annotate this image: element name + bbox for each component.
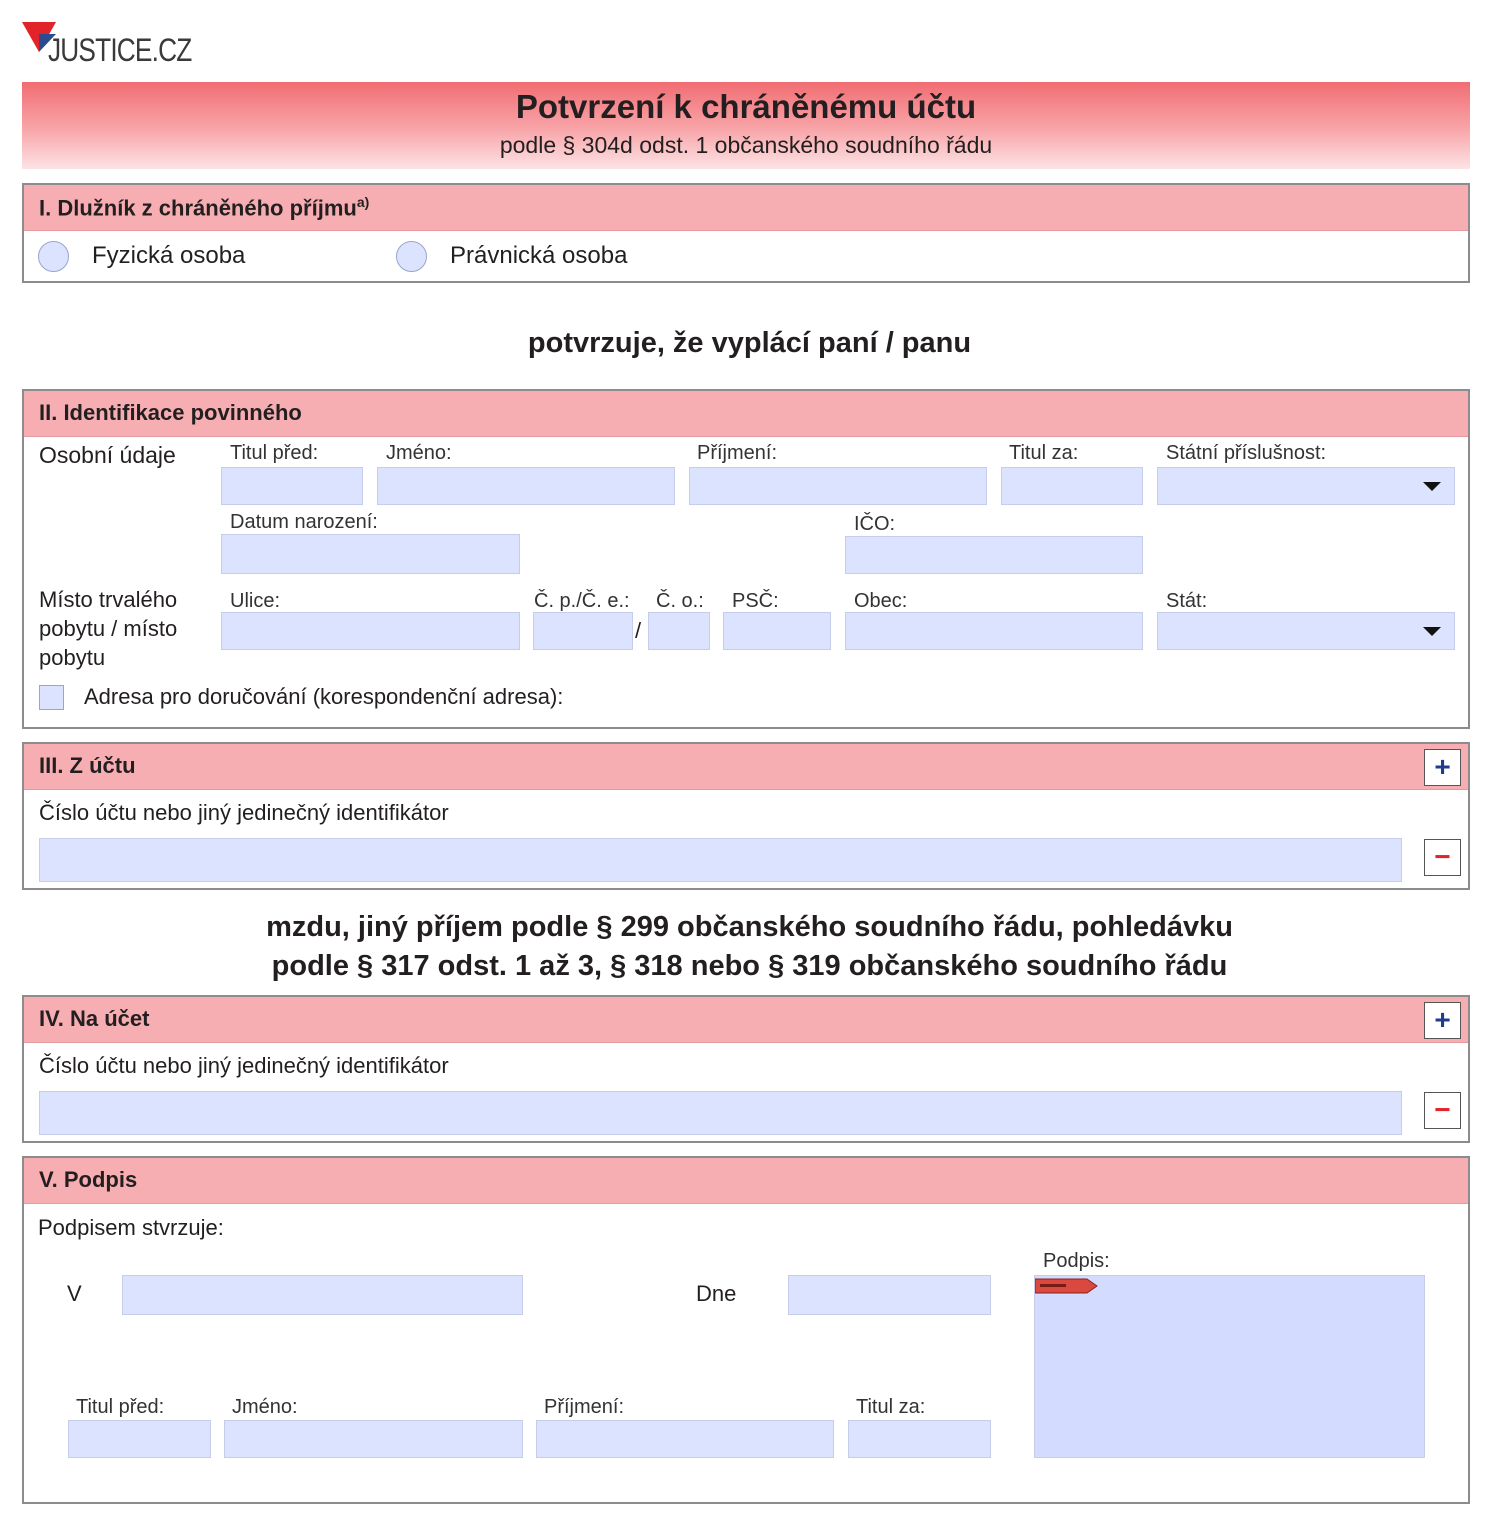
- radio-fyzicka-osoba[interactable]: [38, 241, 69, 272]
- cp-label: Č. p./Č. e.:: [534, 590, 630, 612]
- ulice-input[interactable]: [221, 612, 520, 650]
- page-title: Potvrzení k chráněnému účtu: [515, 88, 977, 125]
- psc-input[interactable]: [723, 612, 831, 650]
- sig-titul-pred-input[interactable]: [68, 1420, 211, 1458]
- delivery-address-label: Adresa pro doručování (korespondenční adresa):: [84, 684, 564, 709]
- radio-fyzicka-osoba-label: Fyzická osoba: [92, 242, 246, 269]
- section-debtor-header: [24, 185, 1468, 231]
- to-account-input[interactable]: [39, 1091, 1402, 1135]
- jmeno-input[interactable]: [377, 467, 675, 505]
- cp-input[interactable]: [533, 612, 633, 650]
- titul-pred-input[interactable]: [221, 467, 363, 505]
- signature-intro: Podpisem stvrzuje:: [38, 1215, 224, 1240]
- titul-za-input[interactable]: [1001, 467, 1143, 505]
- address-label-1: Místo trvalého: [39, 587, 178, 612]
- from-account-input[interactable]: [39, 838, 1402, 882]
- titul-pred-label: Titul před:: [230, 442, 319, 464]
- place-label: V: [67, 1281, 82, 1306]
- sig-titul-za-input[interactable]: [848, 1420, 991, 1458]
- signature-field[interactable]: [1034, 1275, 1425, 1458]
- prijmeni-label: Příjmení:: [697, 442, 778, 464]
- place-input[interactable]: [122, 1275, 523, 1315]
- section-from-account: [22, 742, 1470, 890]
- sig-titul-za-label: Titul za:: [856, 1396, 926, 1418]
- page-subtitle: podle § 304d odst. 1 občanského soudního řádu: [499, 132, 993, 158]
- obec-input[interactable]: [845, 612, 1143, 650]
- section-signature-title: V. Podpis: [39, 1167, 138, 1192]
- statni-prislusnost-label: Státní příslušnost:: [1166, 442, 1327, 464]
- remove-target-account-button[interactable]: −: [1424, 1092, 1461, 1129]
- delivery-address-checkbox[interactable]: [39, 685, 64, 710]
- stat-select[interactable]: [1157, 612, 1455, 650]
- ico-input[interactable]: [845, 536, 1143, 574]
- confirm-heading: potvrzuje, že vyplácí paní / panu: [527, 327, 972, 359]
- income-description-line1: mzdu, jiný příjem podle § 299 občanského soudního řádu, pohledávku: [266, 911, 1233, 943]
- section-identification-header: [24, 391, 1468, 437]
- to-account-label: Číslo účtu nebo jiný jedinečný identifikátor: [39, 1053, 449, 1078]
- section-debtor: [22, 183, 1470, 283]
- co-label: Č. o.:: [656, 590, 704, 612]
- psc-label: PSČ:: [732, 590, 779, 612]
- section-to-account: [22, 995, 1470, 1143]
- sig-prijmeni-label: Příjmení:: [544, 1396, 625, 1418]
- personal-data-label: Osobní údaje: [39, 442, 176, 468]
- datum-narozeni-input[interactable]: [221, 534, 520, 574]
- radio-pravnicka-osoba-label: Právnická osoba: [450, 242, 628, 269]
- radio-pravnicka-osoba[interactable]: [396, 241, 427, 272]
- logo-text: JUSTICE.CZ: [48, 32, 192, 68]
- add-account-button[interactable]: +: [1424, 749, 1461, 786]
- prijmeni-input[interactable]: [689, 467, 987, 505]
- section-from-account-title: III. Z účtu: [39, 753, 136, 778]
- address-label-2: pobytu / místo: [39, 616, 178, 641]
- title-banner: [22, 82, 1470, 169]
- from-account-label: Číslo účtu nebo jiný jedinečný identifikátor: [39, 800, 449, 825]
- section-signature: [22, 1156, 1470, 1504]
- sig-jmeno-input[interactable]: [224, 1420, 523, 1458]
- sig-titul-pred-label: Titul před:: [76, 1396, 165, 1418]
- remove-account-button[interactable]: −: [1424, 839, 1461, 876]
- date-label: Dne: [696, 1281, 737, 1306]
- income-description-line2: podle § 317 odst. 1 až 3, § 318 nebo § 319 občanského soudního řádu: [271, 950, 1228, 982]
- jmeno-label: Jméno:: [386, 442, 452, 464]
- section-to-account-title: IV. Na účet: [39, 1006, 150, 1031]
- statni-prislusnost-select[interactable]: [1157, 467, 1455, 505]
- ico-label: IČO:: [854, 513, 896, 535]
- sign-here-tag-icon: [1035, 1277, 1099, 1295]
- section-debtor-title: I. Dlužník z chráněného příjmu$^{a)}$: [39, 194, 370, 221]
- chevron-down-icon: [1423, 627, 1441, 636]
- justice-logo: [22, 22, 192, 72]
- ulice-label: Ulice:: [230, 590, 281, 612]
- section-signature-header: [24, 1158, 1468, 1204]
- section-identification-title: II. Identifikace povinného: [39, 400, 302, 425]
- datum-narozeni-label: Datum narození:: [230, 511, 378, 533]
- sig-jmeno-label: Jméno:: [232, 1396, 298, 1418]
- add-target-account-button[interactable]: +: [1424, 1002, 1461, 1039]
- section-identification: [22, 389, 1470, 729]
- section-to-account-header: [24, 997, 1468, 1043]
- titul-za-label: Titul za:: [1009, 442, 1079, 464]
- date-input[interactable]: [788, 1275, 991, 1315]
- address-label-3: pobytu: [39, 645, 106, 670]
- stat-label: Stát:: [1166, 590, 1208, 612]
- chevron-down-icon: [1423, 482, 1441, 491]
- address-slash: /: [635, 618, 642, 643]
- podpis-label: Podpis:: [1043, 1250, 1110, 1272]
- co-input[interactable]: [648, 612, 710, 650]
- sig-prijmeni-input[interactable]: [536, 1420, 834, 1458]
- section-from-account-header: [24, 744, 1468, 790]
- obec-label: Obec:: [854, 590, 908, 612]
